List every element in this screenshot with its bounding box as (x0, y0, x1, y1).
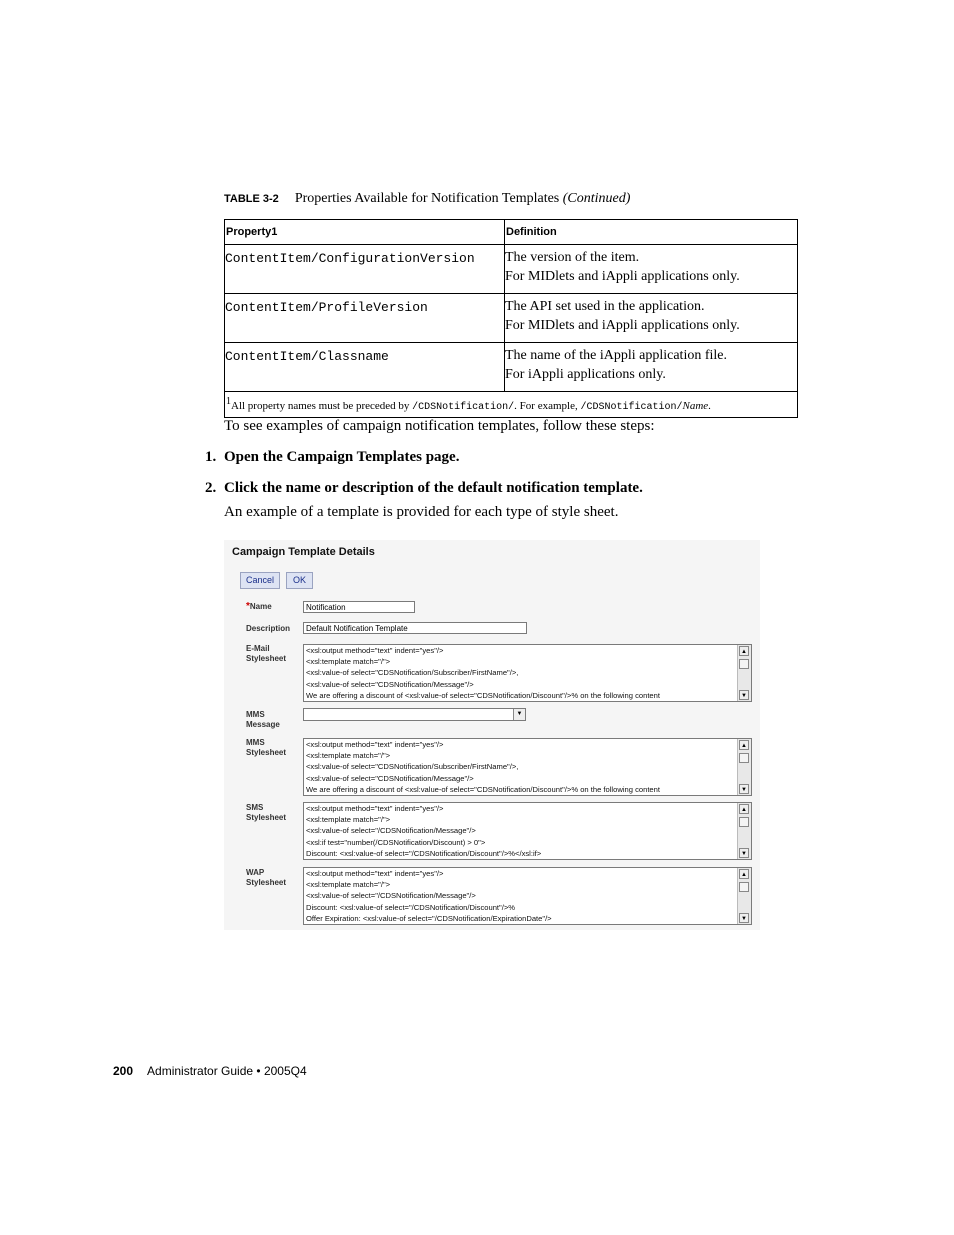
scroll-down-icon[interactable]: ▼ (739, 690, 749, 700)
definition-cell (505, 245, 798, 294)
scroll-up-icon[interactable]: ▲ (739, 804, 749, 814)
scroll-thumb[interactable] (739, 659, 749, 669)
definition-line: The API set used in the application. (505, 299, 705, 314)
textarea-content (306, 868, 737, 924)
definition-line: The name of the iAppli application file. (505, 348, 727, 363)
scrollbar[interactable] (737, 739, 751, 795)
label-line: Message (246, 720, 280, 729)
label-line: WAP (246, 868, 265, 877)
page-number: 200 (113, 1064, 134, 1078)
code-line: <xsl:value-of select="/CDSNotification/Message"/> (306, 826, 476, 836)
scroll-up-icon[interactable]: ▲ (739, 869, 749, 879)
screenshot-title: Campaign Template Details (232, 546, 375, 558)
table-caption (224, 191, 630, 207)
footnote-text: All property names must be preceded by (231, 400, 413, 412)
name-input[interactable]: Notification (303, 601, 415, 613)
mms-message-select[interactable] (303, 708, 526, 721)
scrollbar[interactable] (737, 645, 751, 701)
code-line: <xsl:value-of select="CDSNotification/Message"/> (306, 773, 474, 783)
code-line: <xsl:value-of select="CDSNotification/Subscriber/FirstName"/>, (306, 762, 519, 772)
scroll-thumb[interactable] (739, 817, 749, 827)
code-line: <xsl:template match="/"> (306, 657, 391, 667)
code-line: <xsl:output method="text" indent="yes"/> (306, 804, 444, 813)
scroll-thumb[interactable] (739, 753, 749, 763)
code-line: Discount: <xsl:value-of select="/CDSNotification/Discount"/>% (306, 902, 516, 912)
description-input[interactable]: Default Notification Template (303, 622, 527, 634)
code-line: <xsl:value-of select="/CDSNotification/Message"/> (306, 891, 476, 901)
step-text: Open the Campaign Templates page. (224, 449, 460, 465)
textarea-content (306, 645, 737, 701)
table-header-row (225, 220, 798, 245)
step-number: 1. (205, 449, 217, 465)
mms-stylesheet-label (246, 738, 286, 758)
name-label (246, 602, 272, 612)
scroll-down-icon[interactable]: ▼ (739, 848, 749, 858)
campaign-template-screenshot (224, 540, 760, 930)
table-footnote-row (225, 392, 798, 418)
table-row (225, 343, 798, 392)
table-footnote (225, 392, 798, 418)
code-line: Offer Expiration: <xsl:value-of select="/CDSNotification/ExpirationDate"/> (306, 913, 552, 923)
code-line: <xsl:output method="text" indent="yes"/> (306, 646, 444, 655)
table-row (225, 294, 798, 343)
page-footer (113, 1064, 307, 1078)
name-label-text: Name (249, 602, 272, 611)
email-stylesheet-label (246, 644, 286, 664)
properties-table (224, 219, 798, 418)
scroll-up-icon[interactable]: ▲ (739, 740, 749, 750)
mms-message-label (246, 710, 280, 730)
scroll-down-icon[interactable]: ▼ (739, 784, 749, 794)
textarea-content (306, 803, 737, 859)
label-line: Stylesheet (246, 748, 287, 757)
label-line: Stylesheet (246, 878, 287, 887)
code-line: <xsl:if test="number(/CDSNotification/Discount) > 0"> (306, 837, 486, 847)
scroll-up-icon[interactable]: ▲ (739, 646, 749, 656)
footnote-mark: 1 (226, 396, 231, 407)
scrollbar[interactable] (737, 803, 751, 859)
step-note: An example of a template is provided for each type of style sheet. (224, 504, 619, 520)
definition-cell (505, 343, 798, 392)
required-icon: * (246, 601, 250, 612)
label-line: E-Mail (246, 644, 270, 653)
code-line: We are offering a discount of <xsl:value-of select="CDSNotification/Discount"/>% on the following content (306, 690, 660, 700)
footnote-code: /CDSNotification/ (580, 402, 683, 413)
step-number: 2. (205, 480, 217, 496)
scroll-down-icon[interactable]: ▼ (739, 913, 749, 923)
code-line: We are offering a discount of <xsl:value-of select="CDSNotification/Discount"/>% on the following content (306, 784, 660, 794)
label-line: Stylesheet (246, 813, 287, 822)
definition-cell (505, 294, 798, 343)
step-text: Click the name or description of the default notification template. (224, 480, 643, 496)
sms-stylesheet-textarea[interactable] (303, 802, 752, 860)
definition-line: The version of the item. (505, 250, 640, 265)
header-definition: Definition (505, 220, 798, 245)
code-line: <xsl:value-of select="CDSNotification/Message"/> (306, 679, 474, 689)
footnote-italic: Name (682, 400, 709, 412)
code-line: <xsl:template match="/"> (306, 880, 391, 890)
label-line: MMS (246, 710, 265, 719)
label-line: Stylesheet (246, 654, 287, 663)
textarea-content (306, 739, 737, 795)
header-property: Property1 (225, 220, 505, 245)
label-line: MMS (246, 738, 265, 747)
footnote-text: . For example, (514, 400, 581, 412)
label-line: SMS (246, 803, 264, 812)
definition-line: For MIDlets and iAppli applications only. (505, 269, 740, 284)
mms-stylesheet-textarea[interactable] (303, 738, 752, 796)
code-line: <xsl:output method="text" indent="yes"/> (306, 740, 444, 749)
property-cell: ContentItem/Classname (225, 343, 505, 392)
code-line: <xsl:template match="/"> (306, 751, 391, 761)
email-stylesheet-textarea[interactable] (303, 644, 752, 702)
scrollbar[interactable] (737, 868, 751, 924)
footnote-code: /CDSNotification/ (412, 402, 515, 413)
ok-button[interactable]: OK (286, 572, 313, 589)
definition-line: For MIDlets and iAppli applications only. (505, 318, 740, 333)
table-title: Properties Available for Notification Templates (294, 191, 560, 206)
code-line: Discount: <xsl:value-of select="/CDSNotification/Discount"/>%</xsl:if> (306, 848, 542, 858)
code-line: <xsl:template match="/"> (306, 815, 391, 825)
wap-stylesheet-label (246, 868, 286, 888)
description-label: Description (246, 624, 291, 633)
footer-text: Administrator Guide • 2005Q4 (147, 1064, 307, 1078)
scroll-thumb[interactable] (739, 882, 749, 892)
footnote-text: . (708, 400, 711, 412)
code-line: <xsl:output method="text" indent="yes"/> (306, 869, 444, 878)
sms-stylesheet-label (246, 803, 286, 823)
property-cell: ContentItem/ConfigurationVersion (225, 245, 505, 294)
table-continued: (Continued) (562, 191, 631, 206)
step-1 (205, 449, 459, 466)
wap-stylesheet-textarea[interactable] (303, 867, 752, 925)
property-cell: ContentItem/ProfileVersion (225, 294, 505, 343)
chevron-down-icon[interactable]: ▼ (513, 709, 525, 720)
step-2 (205, 480, 643, 497)
definition-line: For iAppli applications only. (505, 367, 666, 382)
table-row (225, 245, 798, 294)
code-line: <xsl:value-of select="CDSNotification/Subscriber/FirstName"/>, (306, 668, 519, 678)
cancel-button[interactable]: Cancel (240, 572, 280, 589)
table-label: TABLE 3-2 (224, 193, 279, 205)
intro-paragraph: To see examples of campaign notification templates, follow these steps: (224, 418, 655, 434)
